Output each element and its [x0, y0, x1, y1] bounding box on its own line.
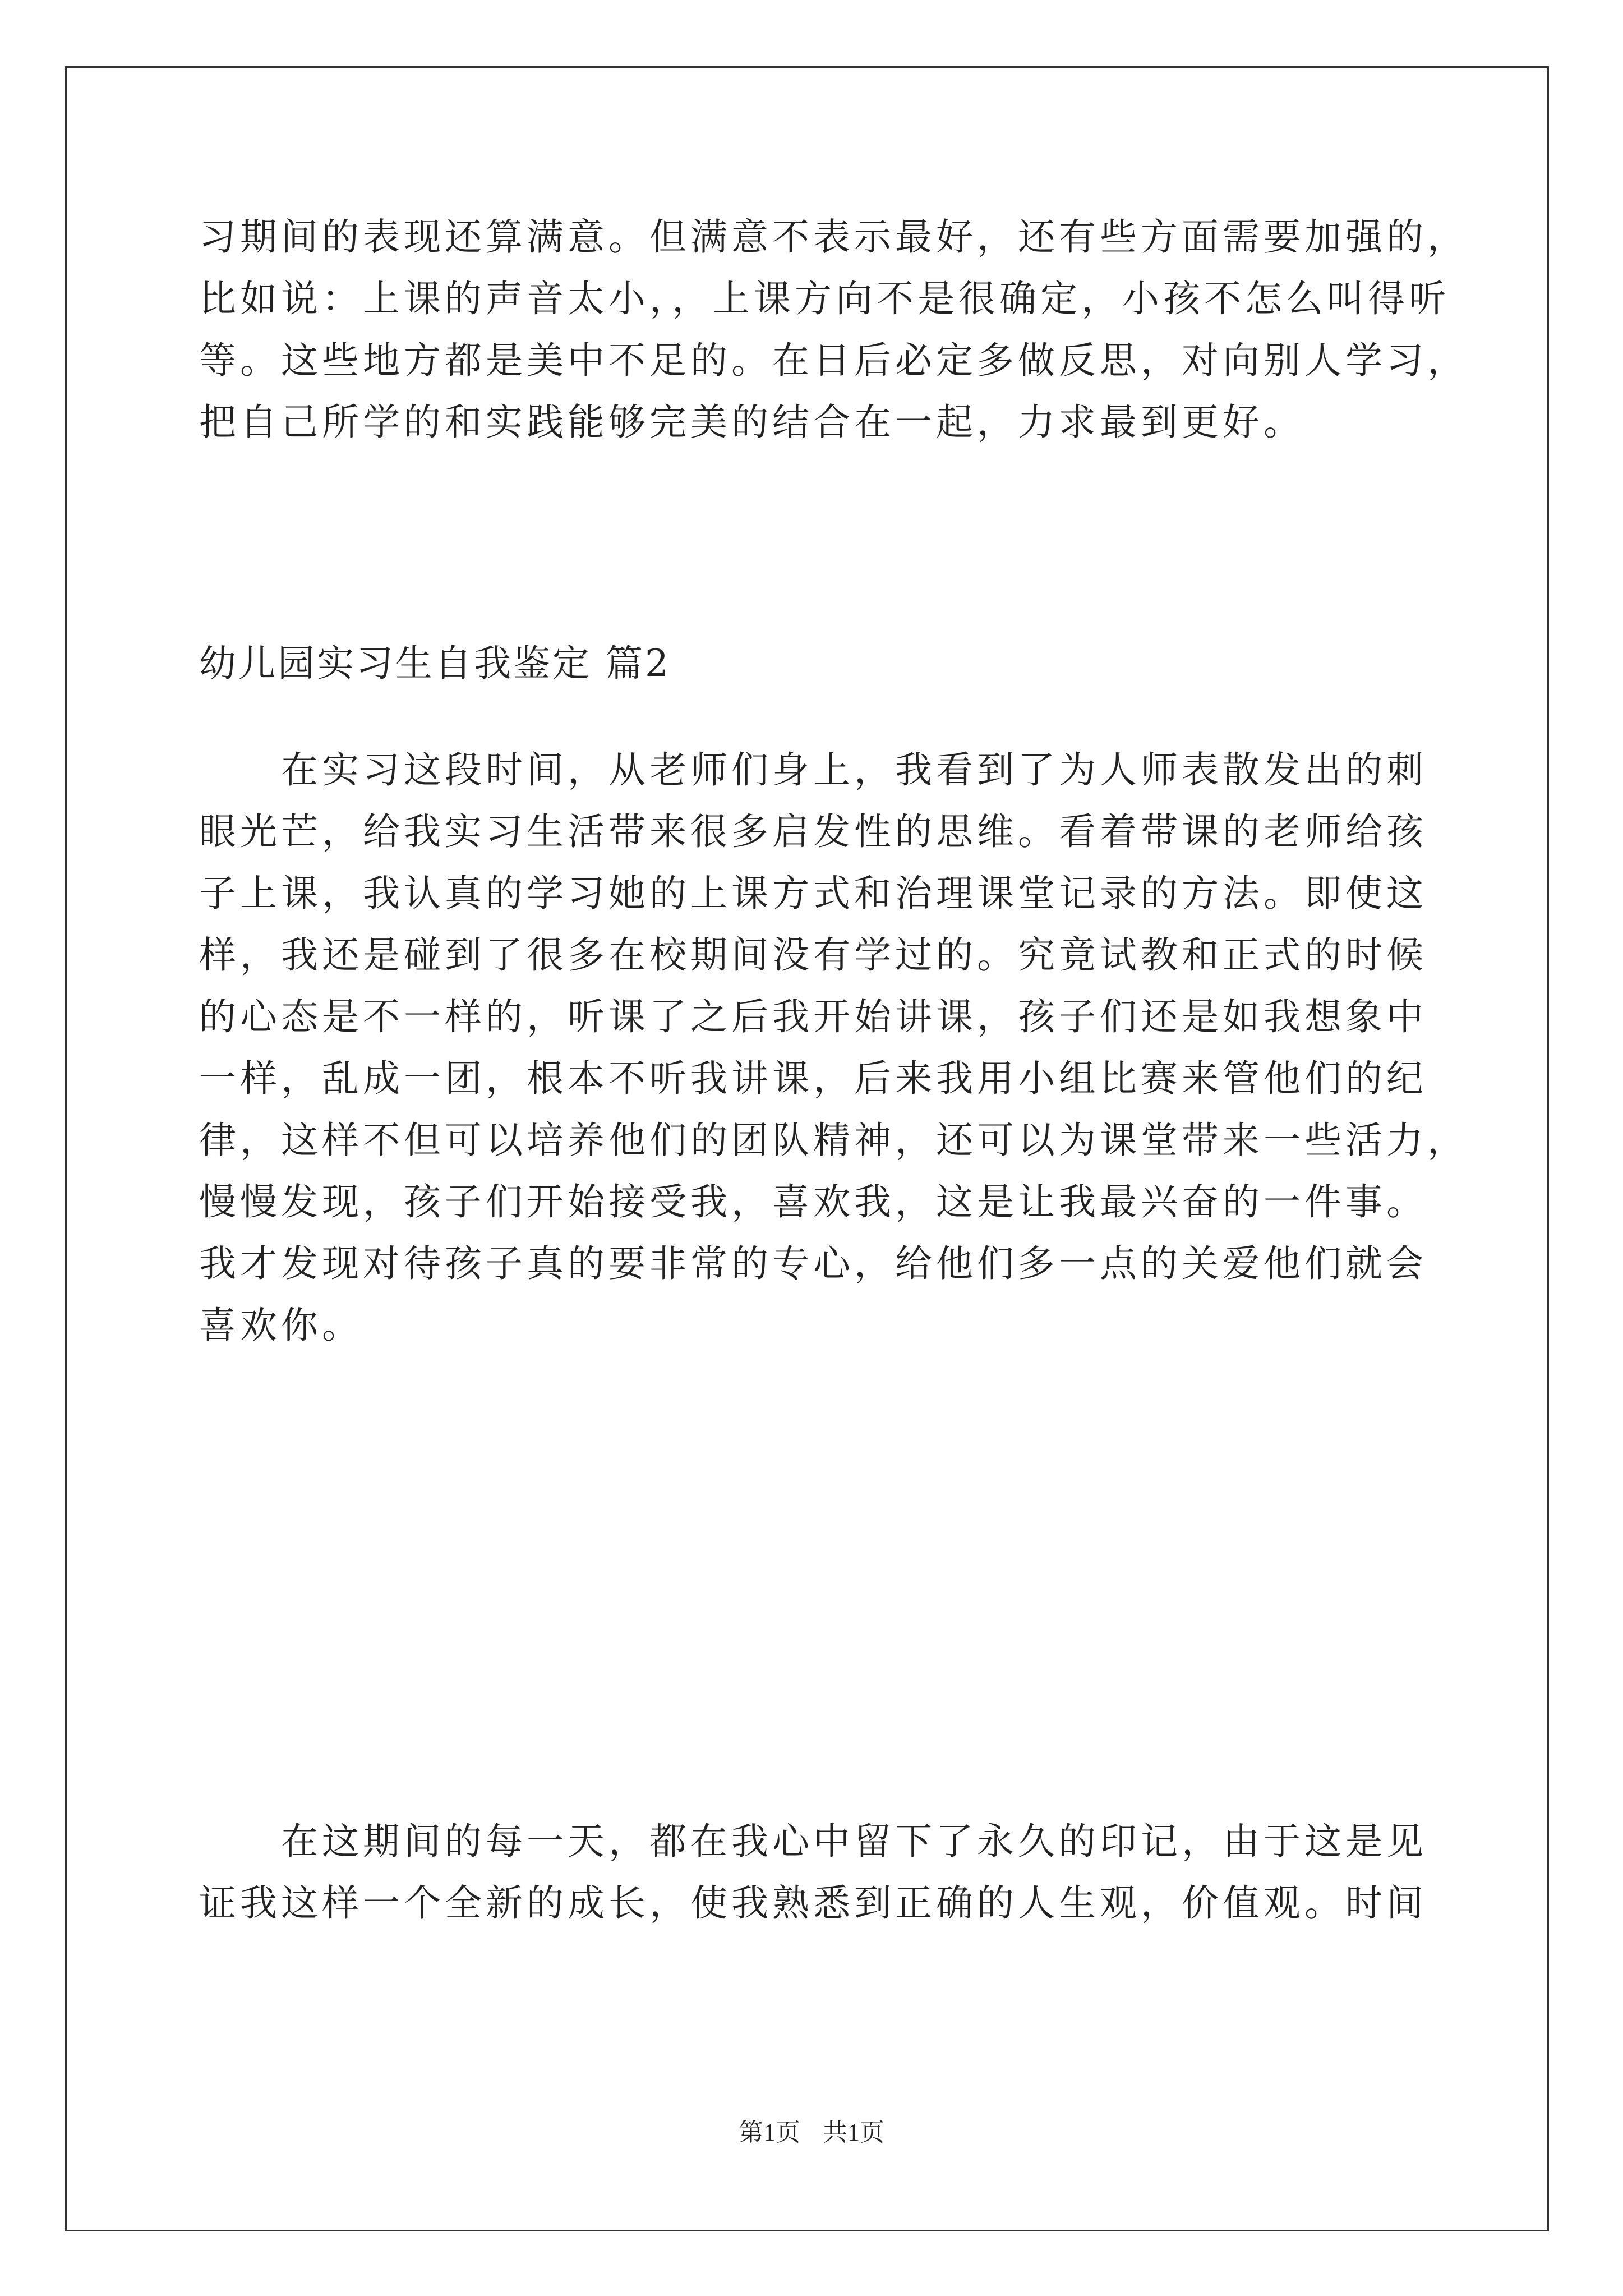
text-line: 的心态是不一样的，听课了之后我开始讲课，孩子们还是如我想象中 [199, 995, 1427, 1038]
section-heading: 幼儿园实习生自我鉴定 篇2 [199, 642, 671, 685]
text-line: 慢慢发现，孩子们开始接受我，喜欢我，这是让我最兴奋的一件事。 [199, 1180, 1427, 1223]
page-number: 第1页 [739, 2119, 800, 2146]
page-footer [0, 2112, 1623, 2148]
text-line: 子上课，我认真的学习她的上课方式和治理课堂记录的方法。即使这 [199, 872, 1427, 915]
text-line: 证我这样一个全新的成长，使我熟悉到正确的人生观，价值观。时间 [199, 1881, 1427, 1925]
text-line: 在实习这段时间，从老师们身上，我看到了为人师表散发出的刺 [199, 748, 1427, 792]
text-line: 在这期间的每一天，都在我心中留下了永久的印记，由于这是见 [199, 1820, 1427, 1863]
paragraph-1 [199, 739, 1468, 1356]
text-line: 眼光芒，给我实习生活带来很多启发性的思维。看着带课的老师给孩 [199, 810, 1427, 853]
paragraph-2 [199, 1811, 1427, 1934]
text-line: 习期间的表现还算满意。但满意不表示最好，还有些方面需要加强的， [199, 215, 1468, 259]
text-line: 一样，乱成一团，根本不听我讲课，后来我用小组比赛来管他们的纪 [199, 1057, 1427, 1100]
section-heading-block [199, 633, 1422, 694]
page-total: 共1页 [823, 2119, 884, 2146]
text-line: 把自己所学的和实践能够完美的结合在一起，力求最到更好。 [199, 401, 1304, 444]
text-line: 喜欢你。 [199, 1304, 363, 1347]
text-line: 我才发现对待孩子真的要非常的专心，给他们多一点的关爱他们就会 [199, 1242, 1427, 1285]
text-line: 样，我还是碰到了很多在校期间没有学过的。究竟试教和正式的时候 [199, 933, 1427, 977]
text-line: 律，这样不但可以培养他们的团队精神，还可以为课堂带来一些活力， [199, 1119, 1468, 1162]
continuation-paragraph [199, 206, 1468, 453]
text-line: 比如说：上课的声音太小，，上课方向不是很确定，小孩不怎么叫得听 [199, 277, 1450, 320]
text-line: 等。这些地方都是美中不足的。在日后必定多做反思，对向别人学习， [199, 339, 1468, 382]
